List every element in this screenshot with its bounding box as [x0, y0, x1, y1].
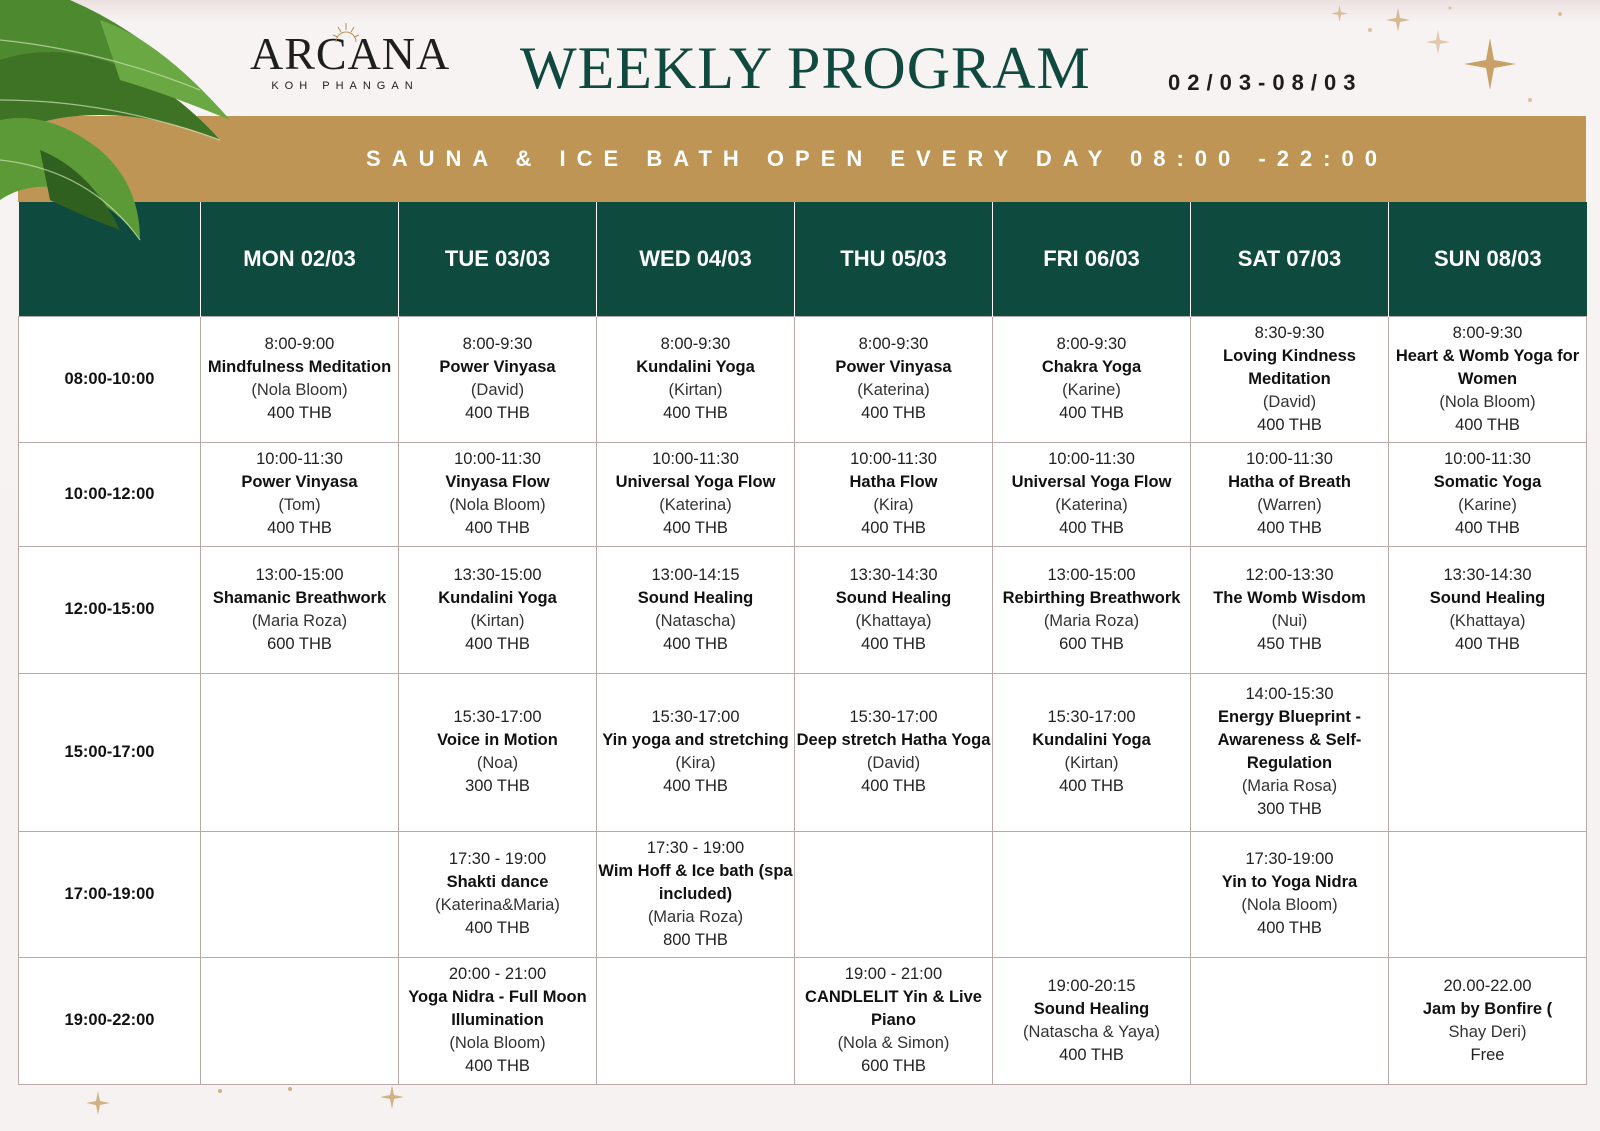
class-price: 400 THB	[861, 519, 926, 537]
class-name: Sound Healing	[835, 588, 952, 607]
class-price: 400 THB	[1059, 1045, 1124, 1064]
class-cell	[399, 546, 597, 673]
class-time: 20:00 - 21:00	[448, 965, 547, 983]
class-price: 400 THB	[861, 634, 926, 653]
class-cell	[1191, 316, 1389, 442]
class-cell	[993, 546, 1191, 673]
brand-logo	[250, 28, 451, 108]
class-time: 8:00-9:30	[660, 335, 731, 353]
class-name: Universal Yoga Flow	[615, 473, 776, 491]
class-name: Loving Kindness Meditation	[1223, 346, 1356, 388]
class-time: 10:00-11:30	[1048, 450, 1135, 468]
class-name: Heart & Womb Yoga for Women	[1395, 346, 1580, 388]
class-instructor: (Kirtan)	[1064, 754, 1119, 772]
class-cell	[993, 957, 1191, 1084]
class-cell	[1191, 673, 1389, 831]
class-price: 400 THB	[1257, 415, 1322, 434]
schedule-row	[19, 957, 1587, 1084]
class-instructor: (Maria Roza)	[647, 907, 744, 926]
class-cell	[993, 673, 1191, 831]
class-price: 400 THB	[1257, 919, 1322, 937]
empty-cell	[201, 673, 399, 831]
time-slot-label: 10:00-12:00	[19, 442, 201, 546]
class-time: 13:00-15:00	[255, 565, 344, 584]
class-name: Power Vinyasa	[241, 473, 358, 491]
class-name: Somatic Yoga	[1433, 473, 1542, 491]
class-name: Hatha Flow	[849, 473, 938, 491]
page-title: WEEKLY PROGRAM	[520, 35, 1091, 101]
class-instructor: (Nola Bloom)	[449, 496, 546, 514]
class-instructor: (Noa)	[476, 754, 519, 772]
class-name: Power Vinyasa	[439, 358, 556, 376]
class-cell	[1191, 442, 1389, 546]
class-name: Shakti dance	[446, 873, 549, 891]
schedule-row	[19, 546, 1587, 673]
class-cell	[1191, 831, 1389, 957]
class-price: 450 THB	[1257, 634, 1322, 653]
class-name: Shamanic Breathwork	[212, 588, 387, 607]
class-time: 14:00-15:30	[1245, 685, 1334, 703]
time-slot-label: 19:00-22:00	[19, 957, 201, 1084]
class-cell	[201, 316, 399, 442]
class-instructor: (Warren)	[1257, 496, 1322, 514]
time-slot-label: 12:00-15:00	[19, 546, 201, 673]
class-instructor: (Nola Bloom)	[1439, 392, 1536, 411]
time-slot-label: 15:00-17:00	[19, 673, 201, 831]
class-price: 400 THB	[465, 634, 530, 653]
class-price: 400 THB	[663, 634, 728, 653]
bottom-stars-decoration	[60, 1081, 420, 1121]
class-cell	[1389, 546, 1587, 673]
class-cell	[795, 546, 993, 673]
class-cell	[597, 316, 795, 442]
class-time: 8:00-9:00	[264, 335, 335, 353]
class-price: 400 THB	[267, 519, 332, 537]
class-cell	[795, 316, 993, 442]
class-instructor: (Natascha & Yaya)	[1023, 1022, 1160, 1041]
class-instructor: (Katerina&Maria)	[435, 896, 560, 914]
class-name: The Womb Wisdom	[1213, 588, 1366, 607]
sun-emblem-icon	[332, 22, 360, 44]
class-time: 8:00-9:30	[1056, 335, 1127, 353]
sauna-banner	[18, 116, 1586, 202]
class-instructor: (Kira)	[675, 754, 716, 772]
class-instructor: (David)	[1262, 392, 1317, 411]
class-price: 400 THB	[861, 777, 926, 795]
class-cell	[597, 442, 795, 546]
class-price: 400 THB	[465, 1057, 530, 1075]
class-cell	[1389, 957, 1587, 1084]
class-price: 600 THB	[267, 634, 332, 653]
class-name: Kundalini Yoga	[1032, 731, 1151, 749]
class-time: 13:00-15:00	[1047, 565, 1136, 584]
class-name: Power Vinyasa	[835, 358, 952, 376]
class-cell	[795, 957, 993, 1084]
day-header: SUN 08/03	[1389, 202, 1587, 316]
class-cell	[597, 546, 795, 673]
class-cell	[399, 316, 597, 442]
banner-text: SAUNA & ICE BATH OPEN EVERY DAY 08:00 -22:00	[366, 146, 1388, 171]
date-range: 02/03-08/03	[1168, 70, 1363, 95]
class-name: Wim Hoff & Ice bath (spa included)	[598, 861, 793, 903]
class-price: 400 THB	[663, 404, 728, 422]
class-time: 13:30-14:30	[849, 565, 938, 584]
class-cell	[399, 673, 597, 831]
class-instructor: (Nola & Simon)	[837, 1034, 950, 1052]
brand-location: KOH PHANGAN	[271, 80, 419, 92]
class-time: 10:00-11:30	[652, 450, 739, 468]
empty-cell	[1389, 831, 1587, 957]
class-instructor: (Kira)	[873, 496, 914, 514]
class-price: 400 THB	[1455, 519, 1520, 537]
class-name: Yin yoga and stretching	[602, 731, 789, 749]
class-name: Energy Blueprint - Awareness & Self-Regulation	[1217, 708, 1362, 772]
class-price: 400 THB	[663, 777, 728, 795]
class-cell	[597, 831, 795, 957]
class-price: 400 THB	[1059, 777, 1124, 795]
class-instructor: (Katerina)	[857, 381, 930, 399]
class-cell	[1191, 546, 1389, 673]
class-name: Hatha of Breath	[1228, 473, 1351, 491]
class-price: 400 THB	[1257, 519, 1322, 537]
class-price: 400 THB	[465, 519, 530, 537]
empty-cell	[1389, 673, 1587, 831]
class-instructor: (Kirtan)	[470, 611, 525, 630]
class-time: 15:30-17:00	[849, 708, 938, 726]
class-instructor: (Khattaya)	[1449, 611, 1526, 630]
class-instructor: (Tom)	[278, 496, 321, 514]
class-price: 600 THB	[1059, 634, 1124, 653]
class-price: 400 THB	[465, 404, 530, 422]
class-time: 12:00-13:30	[1245, 565, 1334, 584]
time-slot-label: 17:00-19:00	[19, 831, 201, 957]
class-cell	[399, 957, 597, 1084]
class-instructor: (David)	[866, 754, 921, 772]
class-time: 8:00-9:30	[462, 335, 533, 353]
class-name: Yoga Nidra - Full Moon Illumination	[408, 988, 587, 1029]
class-price: Free	[1470, 1045, 1505, 1064]
class-name: Chakra Yoga	[1041, 358, 1142, 376]
class-cell	[1389, 442, 1587, 546]
day-header: SAT 07/03	[1191, 202, 1389, 316]
class-time: 10:00-11:30	[850, 450, 937, 468]
class-name: Yin to Yoga Nidra	[1221, 873, 1358, 891]
class-cell	[795, 442, 993, 546]
class-name: CANDLELIT Yin & Live Piano	[805, 988, 982, 1029]
class-instructor: (Maria Roza)	[251, 611, 348, 630]
class-time: 17:30 - 19:00	[448, 850, 547, 868]
brand-name: ARCANA	[250, 28, 451, 79]
class-name: Sound Healing	[1033, 999, 1150, 1018]
class-price: 800 THB	[663, 930, 728, 949]
class-price: 400 THB	[1059, 404, 1124, 422]
class-instructor: (Kirtan)	[668, 381, 723, 399]
class-name: Sound Healing	[1429, 588, 1546, 607]
class-cell	[993, 442, 1191, 546]
class-instructor: (Karine)	[1458, 496, 1517, 514]
class-name: Mindfulness Meditation	[207, 358, 392, 376]
class-price: 400 THB	[465, 919, 530, 937]
class-instructor: (Katerina)	[659, 496, 732, 514]
day-header: TUE 03/03	[399, 202, 597, 316]
class-price: 400 THB	[861, 404, 926, 422]
class-instructor: Shay Deri)	[1448, 1022, 1527, 1041]
schedule-row	[19, 442, 1587, 546]
day-header: FRI 06/03	[993, 202, 1191, 316]
class-price: 400 THB	[1455, 415, 1520, 434]
class-cell	[597, 673, 795, 831]
schedule-row	[19, 673, 1587, 831]
schedule-row	[19, 831, 1587, 957]
class-time: 17:30 - 19:00	[646, 838, 745, 857]
class-time: 19:00 - 21:00	[844, 965, 943, 983]
class-name: Sound Healing	[637, 588, 754, 607]
class-name: Rebirthing Breathwork	[1002, 588, 1181, 607]
corner-cell	[19, 202, 201, 316]
class-price: 400 THB	[663, 519, 728, 537]
class-name: Universal Yoga Flow	[1011, 473, 1172, 491]
class-time: 10:00-11:30	[1246, 450, 1333, 468]
class-instructor: (Nola Bloom)	[449, 1034, 546, 1052]
class-time: 13:30-15:00	[453, 565, 542, 584]
class-time: 17:30-19:00	[1245, 850, 1334, 868]
class-time: 10:00-11:30	[454, 450, 541, 468]
empty-cell	[993, 831, 1191, 957]
class-time: 8:00-9:30	[858, 335, 929, 353]
class-price: 300 THB	[1257, 800, 1322, 818]
class-name: Voice in Motion	[437, 731, 558, 749]
class-price: 400 THB	[1059, 519, 1124, 537]
class-price: 600 THB	[861, 1057, 926, 1075]
class-name: Kundalini Yoga	[438, 588, 557, 607]
class-time: 15:30-17:00	[1047, 708, 1136, 726]
class-cell	[201, 546, 399, 673]
class-price: 400 THB	[267, 404, 332, 422]
empty-cell	[597, 957, 795, 1084]
class-price: 400 THB	[1455, 634, 1520, 653]
day-header: MON 02/03	[201, 202, 399, 316]
class-time: 13:00-14:15	[651, 565, 740, 584]
class-time: 10:00-11:30	[1444, 450, 1531, 468]
class-instructor: (Maria Rosa)	[1241, 777, 1338, 795]
time-slot-label: 08:00-10:00	[19, 316, 201, 442]
class-time: 8:00-9:30	[1452, 323, 1523, 342]
sparkle-stars-decoration	[1260, 0, 1600, 120]
class-cell	[993, 316, 1191, 442]
class-name: Deep stretch Hatha Yoga	[796, 731, 991, 749]
class-cell	[201, 442, 399, 546]
class-time: 20.00-22.00	[1443, 976, 1532, 995]
class-cell	[795, 673, 993, 831]
day-header-row	[19, 202, 1587, 316]
class-instructor: (Natascha)	[655, 611, 736, 630]
class-price: 300 THB	[465, 777, 530, 795]
class-instructor: (Katerina)	[1055, 496, 1128, 514]
class-instructor: (Nola Bloom)	[1241, 896, 1338, 914]
class-instructor: (Nola Bloom)	[251, 381, 348, 399]
class-name: Jam by Bonfire (	[1422, 999, 1553, 1018]
class-cell	[399, 442, 597, 546]
day-header: WED 04/03	[597, 202, 795, 316]
class-name: Kundalini Yoga	[636, 358, 755, 376]
empty-cell	[1191, 957, 1389, 1084]
empty-cell	[201, 831, 399, 957]
class-instructor: (Karine)	[1062, 381, 1121, 399]
class-cell	[1389, 316, 1587, 442]
schedule-table	[18, 202, 1587, 1085]
schedule-row	[19, 316, 1587, 442]
class-time: 15:30-17:00	[453, 708, 542, 726]
day-header: THU 05/03	[795, 202, 993, 316]
class-time: 19:00-20:15	[1047, 976, 1136, 995]
empty-cell	[795, 831, 993, 957]
class-cell	[399, 831, 597, 957]
class-time: 8:30-9:30	[1254, 323, 1325, 342]
class-instructor: (Maria Roza)	[1043, 611, 1140, 630]
class-instructor: (David)	[470, 381, 525, 399]
class-time: 13:30-14:30	[1443, 565, 1532, 584]
class-instructor: (Nui)	[1271, 611, 1308, 630]
class-time: 10:00-11:30	[256, 450, 343, 468]
class-instructor: (Khattaya)	[855, 611, 932, 630]
class-name: Vinyasa Flow	[445, 473, 550, 491]
class-time: 15:30-17:00	[651, 708, 740, 726]
empty-cell	[201, 957, 399, 1084]
